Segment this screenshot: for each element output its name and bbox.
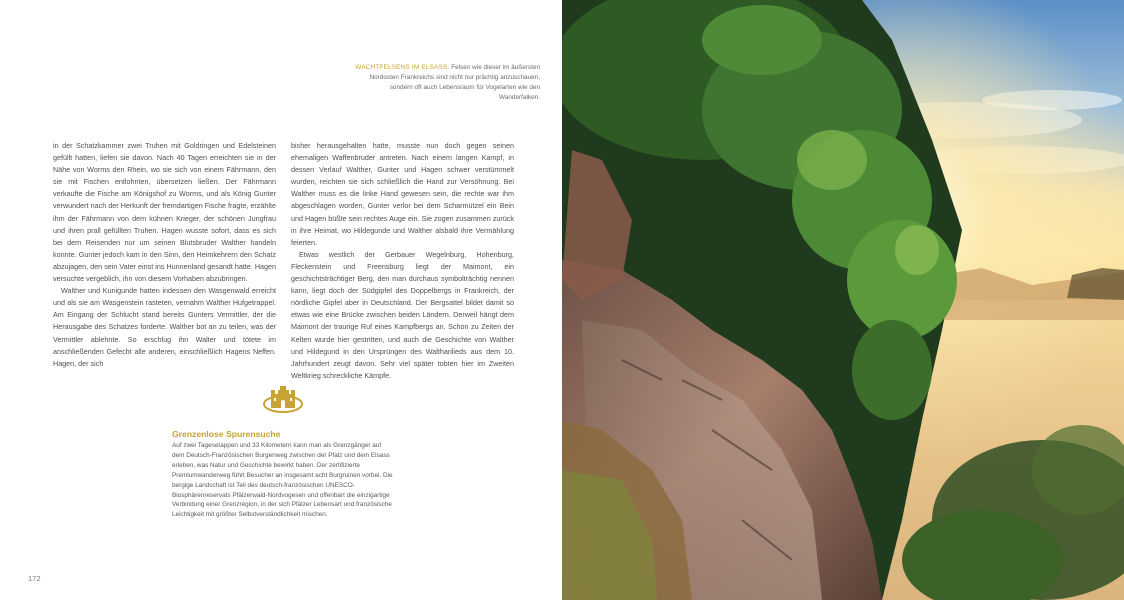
caption-text: Felsen wie dieser im äußersten Nordosten Frankreichs sind nicht nur prächtig anzuschauen, sondern oft auch Lebensraum für Vogelarten wie den Wanderfalken. xyxy=(369,64,540,101)
infobox-title: Grenzenlose Spurensuche xyxy=(172,429,281,439)
photo-caption xyxy=(355,63,540,103)
infobox-text: Auf zwei Tagesetappen und 33 Kilometern kann man als Grenzgänger auf dem Deutsch-Französischen Burgenweg zwischen der Pfalz und dem Elsass erleben, was Natur und Geschichte bewirkt haben. Der zertifizierte Premiumwanderweg führt Besucher an insgesamt acht Burgruinen vorbei. Die bergige Landschaft ist Teil des deutsch-französischen UNESCO-Biosphärenreservats Pfälzerwald-Nordvogesen und offenbart die einzigartige Verbindung einer Grenzregion, in der sich Pfälzer Lebensart und französische Leichtigkeit mit größter Selbstverständlichkeit mischen. xyxy=(172,442,393,519)
paragraph: bisher herausgehalten hatte, musste nun doch gegen seinen ehemaligen Waffenbruder antreten. Nach einem langen Kampf, in dessen Verlauf Walther, Gunter und Hagen schwer verstümmelt wurden, reichten sie sich schließlich die Hand zur Versöhnung. Bei Walther muss es die linke Hand gewesen sein, die rechte war ihm abgeschlagen worden, Gunter verlor bei dem Scharmützel ein Bein und Hagen büßte sein rechtes Auge ein. Sie zogen zusammen zurück in ihre Heimat, wo Hildegunde und Walther alsbald ihre Vermählung feierten. xyxy=(291,141,514,247)
caption-label: WACHTFELSENS IM ELSASS: xyxy=(355,64,450,71)
text-column-right xyxy=(291,140,514,382)
castle-icon xyxy=(262,384,304,414)
text-column-left xyxy=(53,140,276,370)
landscape-photo xyxy=(562,0,1124,600)
paragraph: Walther und Kunigunde hatten indessen den Wasgenwald erreicht und als sie am Wasgenstein rasteten, vernahm Walther Hufgetrappel. Am Eingang der Schlucht stand bereits Gunters Vermittler, der die Herausgabe des Schatzes forderte. Walther bot an zu teilen, was der Vermittler ablehnte. So erschlug ihn Walter und tötete im anschließenden Gefecht alle anderen, einschließlich Hagens Neffen. Hagen, der sich xyxy=(53,286,276,368)
paragraph: Etwas westlich der Gerbauer Wegelnburg, Hohenburg, Fleckenstein und Freensburg liegt der Maimont, ein geschichtsträchtiger Berg, den man durchaus symbolträchtig nennen kann, liegt doch der Südgipfel des Doppelbergs in Frankreich, der nördliche Gipfel aber in Deutschland. Der Bergsattel bildet damit so etwas wie eine Brücke zwischen beiden Ländern. Derweil hängt dem Maimont der traurige Ruf eines Kampfbergs an. Schon zu Zeiten der Kelten wurde hier gestritten, und auch die Geschichte von Walther und Hildegund in den Ursprüngen des Waltharilieds aus dem 10. Jahrhundert zeugt davon. Sehr viel später tobten hier im Zweiten Weltkrieg schreckliche Kämpfe. xyxy=(291,249,514,380)
page-number: 172 xyxy=(28,574,41,583)
paragraph: in der Schatzkammer zwei Truhen mit Goldringen und Edelsteinen gefüllt hatten, liefen sie davon. Nach 40 Tagen erreichten sie in der Nähe von Worms den Rhein, wo sie sich von einem Fährmann, den sie mit Fischen entlohnten, übersetzen ließen. Der Fährmann verkaufte die Fische am Königshof zu Worms, und als König Gunter verwundert nach der Herkunft der fremdartigen Fische fragte, erzählte ihm der Fährmann von dem kühnen Krieger, der schönen Jungfrau und ihren prall gefüllten Truhen. Hagen wusste sofort, dass es sich bei dem Reisenden nur um seinen Blutsbruder Walther handeln konnte. Gunter jedoch kam in den Sinn, den Heimkehrern den Schatz abzujagen, den sein Vater einst ins Hunnenland gesandt hatte. Hagen versuchte vergeblich, ihn von diesem Vorhaben abzubringen. xyxy=(53,141,276,284)
